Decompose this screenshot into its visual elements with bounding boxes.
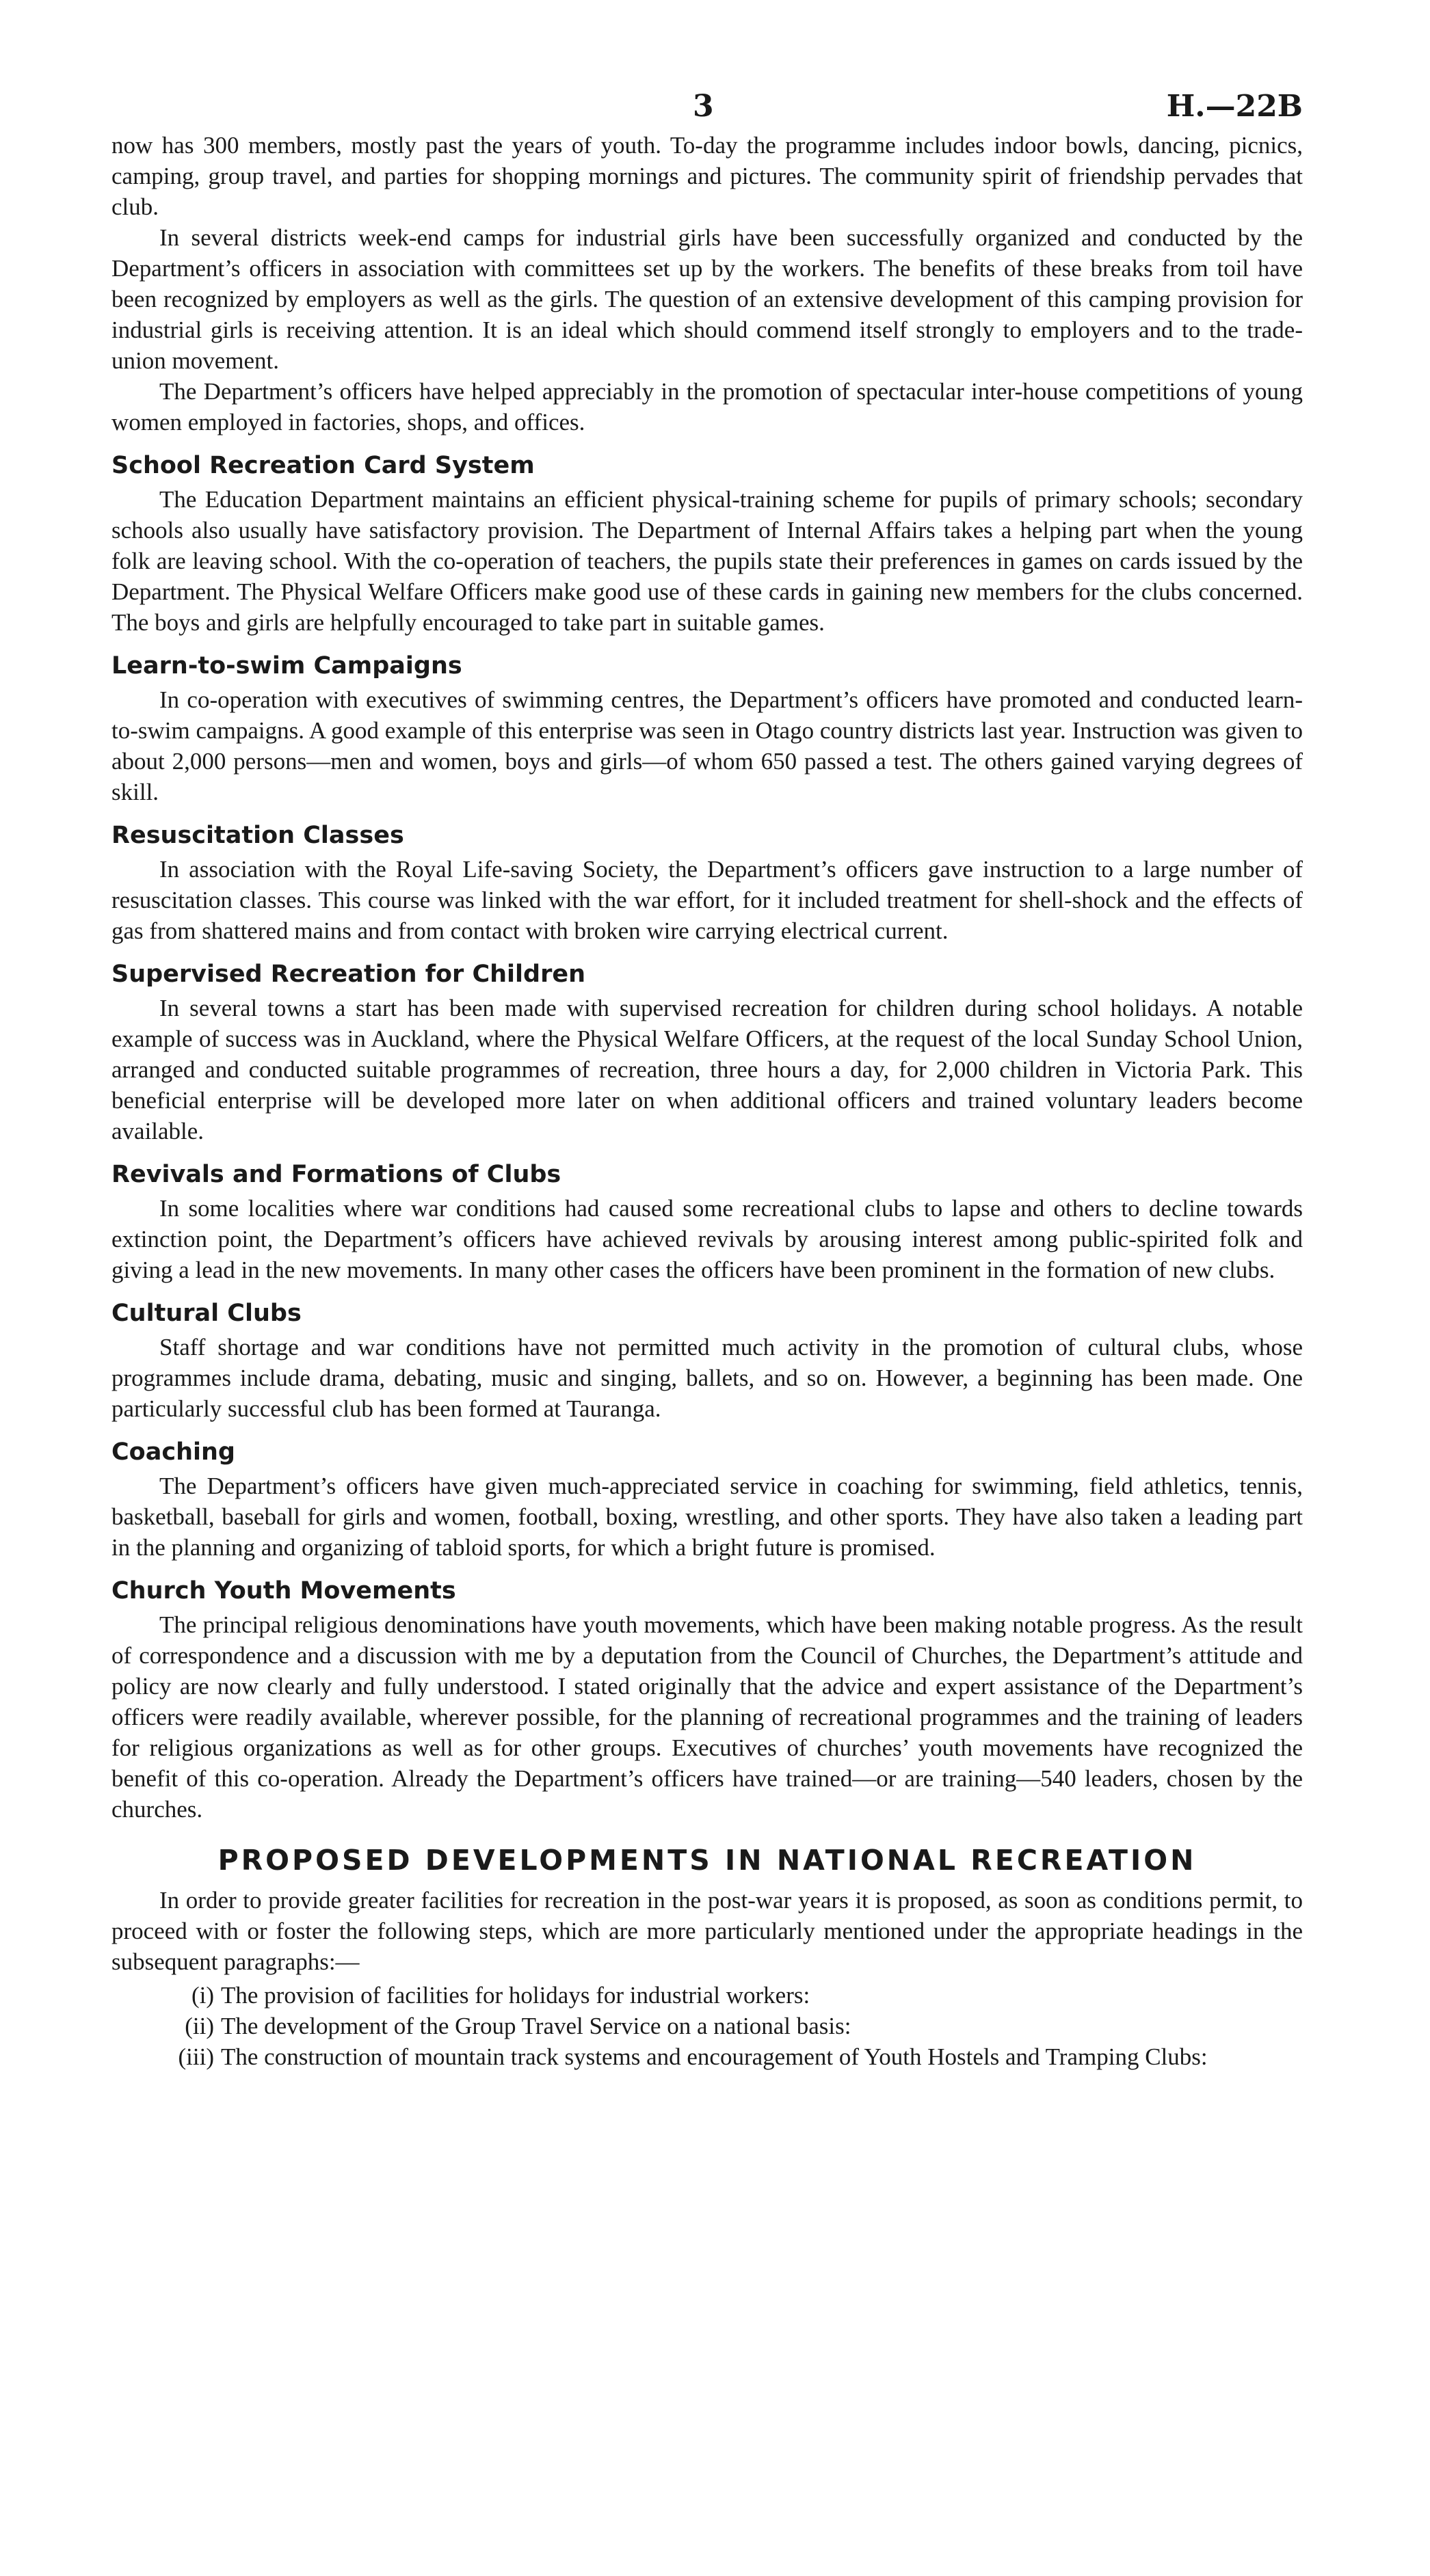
list-item-number: (ii) <box>185 2013 214 2039</box>
section-heading-church-youth: Church Youth Movements <box>111 1577 456 1605</box>
section-heading-school-recreation: School Recreation Card System <box>111 452 535 479</box>
section-heading-resuscitation: Resuscitation Classes <box>111 822 404 849</box>
section-heading-cultural-clubs: Cultural Clubs <box>111 1300 302 1327</box>
section-text-supervised-recreation: In several towns a start has been made with supervised recreation for children during school holidays. A notable example of success was in Auckland, where the Physical Welfare Officers, at the request of the local Sunday School Union, arranged and conducted suitable programmes of recreation, three hours a day, for 2,000 children in Victoria Park. This beneficial enterprise will be developed more later on when additional officers and trained voluntary leaders become available. <box>111 995 1303 1144</box>
section-text-school-recreation: The Education Department maintains an efficient physical-training scheme for pupils of primary schools; secondary schools also usually have satisfactory provision. The Department of Internal Affairs takes a helping part when the young folk are leaving school. With the co-operation of teachers, the pupils state their preferences in games on cards issued by the Department. The Physical Welfare Officers make good use of these cards in gaining new members for the clubs concerned. The boys and girls are helpfully encouraged to take part in suitable games. <box>111 486 1303 636</box>
document-page <box>111 82 1303 2072</box>
list-item-number: (i) <box>191 1982 214 2009</box>
section-text-learn-to-swim: In co-operation with executives of swimming centres, the Department’s officers have promoted and conducted learn-to-swim campaigns. A good example of this enterprise was seen in Otago country districts last year. Instruction was given to about 2,000 persons—men and women, boys and girls—of whom 650 passed a test. The others gained varying degrees of skill. <box>111 686 1303 805</box>
list-item-text: The provision of facilities for holidays for industrial workers: <box>221 1982 810 2009</box>
list-item-text: The construction of mountain track systems and encouragement of Youth Hostels and Tramping Clubs: <box>221 2043 1208 2070</box>
section-text-coaching: The Department’s officers have given much-appreciated service in coaching for swimming, field athletics, tennis, basketball, baseball for girls and women, football, boxing, wrestling, and other sports. They have also taken a leading part in the planning and organizing of tabloid sports, for which a bright future is promised. <box>111 1473 1303 1561</box>
section-text-revivals: In some localities where war conditions had caused some recreational clubs to lapse and others to decline towards extinction point, the Department’s officers have achieved revivals by arousing interest among public-spirited folk and giving a lead in the new movements. In many other cases the officers have been prominent in the formation of new clubs. <box>111 1195 1303 1283</box>
section-heading-supervised-recreation: Supervised Recreation for Children <box>111 961 586 988</box>
proposed-steps-list <box>111 1980 1303 2072</box>
section-heading-revivals: Revivals and Formations of Clubs <box>111 1161 561 1188</box>
section-heading-coaching: Coaching <box>111 1438 235 1466</box>
section-text-resuscitation: In association with the Royal Life-saving Society, the Department’s officers gave instruction to a large number of resuscitation classes. This course was linked with the war effort, for it included treatment for shell-shock and the effects of gas from shattered mains and from contact with broken wire carrying electrical current. <box>111 856 1303 944</box>
proposed-developments-heading: PROPOSED DEVELOPMENTS IN NATIONAL RECREATION <box>217 1844 1197 1877</box>
document-reference: H.—22B <box>1166 89 1303 124</box>
list-item-number: (iii) <box>178 2043 214 2070</box>
section-heading-learn-to-swim: Learn-to-swim Campaigns <box>111 652 462 680</box>
proposed-developments-intro: In order to provide greater facilities for recreation in the post-war years it is proposed, as soon as conditions permit, to proceed with or foster the following steps, which are more particularly mentioned under the appropriate headings in the subsequent paragraphs:— <box>111 1887 1303 1975</box>
intro-paragraph-3: The Department’s officers have helped appreciably in the promotion of spectacular inter-house competitions of young women employed in factories, shops, and offices. <box>111 378 1303 435</box>
intro-paragraph-1: now has 300 members, mostly past the years of youth. To-day the programme includes indoor bowls, dancing, picnics, camping, group travel, and parties for shopping mornings and pictures. The community spirit of friendship pervades that club. <box>111 132 1303 220</box>
list-item-text: The development of the Group Travel Service on a national basis: <box>221 2013 851 2039</box>
page-header <box>111 82 1303 130</box>
intro-paragraph-2: In several districts week-end camps for industrial girls have been successfully organized and conducted by the Department’s officers in association with committees set up by the workers. The benefits of these breaks from toil have been recognized by employers as well as the girls. The question of an extensive development of this camping provision for industrial girls is receiving attention. It is an ideal which should commend itself strongly to employers and to the trade-union movement. <box>111 224 1303 374</box>
page-number: 3 <box>693 89 714 124</box>
list-item <box>111 2011 1303 2041</box>
list-item <box>111 1980 1303 2011</box>
list-item <box>111 2041 1303 2072</box>
section-text-church-youth: The principal religious denominations have youth movements, which have been making notable progress. As the result of correspondence and a discussion with me by a deputation from the Council of Churches, the Department’s attitude and policy are now clearly and fully understood. I stated originally that the advice and expert assistance of the Department’s officers were readily available, wherever possible, for the planning of recreational programmes and the training of leaders for religious organizations as well as for other groups. Executives of churches’ youth movements have recognized the benefit of this co-operation. Already the Department’s officers have trained—or are training—540 leaders, chosen by the churches. <box>111 1611 1303 1823</box>
section-text-cultural-clubs: Staff shortage and war conditions have not permitted much activity in the promotion of cultural clubs, whose programmes include drama, debating, music and singing, ballets, and so on. However, a beginning has been made. One particularly successful club has been formed at Tauranga. <box>111 1334 1303 1422</box>
